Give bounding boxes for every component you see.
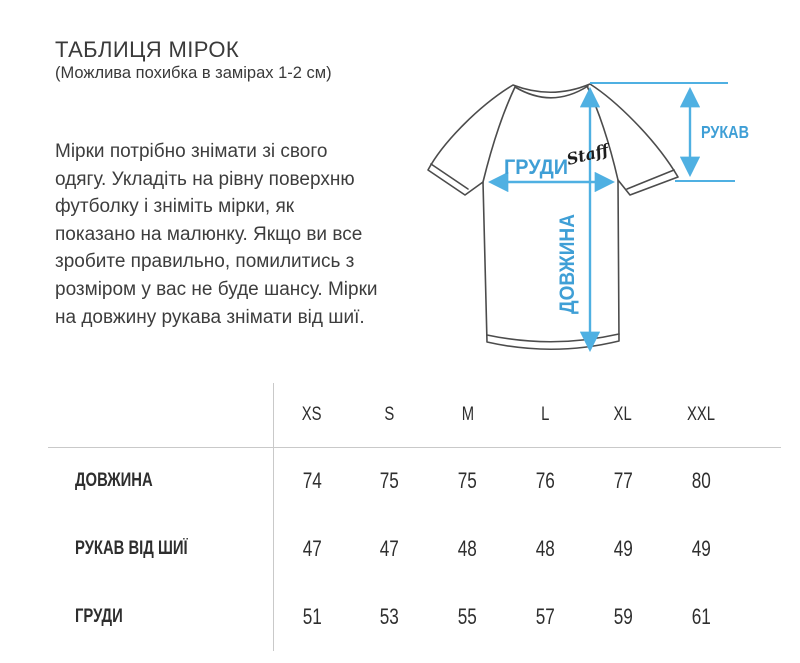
size-value-cell [429,515,507,583]
size-value-cell [351,447,429,515]
size-column-header [273,383,351,447]
instruction-line: зробите правильно, помилитись з [55,251,355,273]
chest-label: ГРУДИ [504,156,568,179]
size-value-cell [273,515,351,583]
size-value-cell [506,447,584,515]
size-column-header [584,383,662,447]
size-value-cell [662,583,740,651]
size-value: 48 [457,536,478,561]
tshirt-measurement-diagram [425,50,785,380]
size-value: 49 [613,536,633,561]
table-corner-cell [50,383,273,447]
size-header-label: L [541,404,550,425]
row-label-text: ГРУДИ [75,606,123,627]
size-value: 47 [380,536,400,561]
page-title: ТАБЛИЦЯ МІРОК [55,37,240,62]
size-value: 48 [535,536,555,561]
size-value-cell [429,583,507,651]
sleeve-label: РУКАВ [701,122,749,142]
instruction-line: на довжину рукава знімати від шиї. [55,306,365,328]
size-header-label: S [384,404,395,425]
row-label-length [50,447,273,515]
size-column-header [506,383,584,447]
size-value-cell [429,447,507,515]
size-value-cell [506,515,584,583]
size-value-cell [584,447,662,515]
tshirt-body-path [428,84,678,349]
row-label-text: ДОВЖИНА [75,470,153,491]
length-label: ДОВЖИНА [556,203,579,314]
size-table [50,383,740,651]
size-header-label: XL [614,404,633,425]
page-subtitle: (Можлива похибка в замірах 1-2 см) [55,64,332,82]
size-value-cell [351,515,429,583]
size-value: 53 [380,604,400,629]
size-column-header [662,383,740,447]
instruction-line: розміром у вас не буде шансу. Мірки [55,278,378,300]
size-value: 77 [613,468,633,493]
brand-logo-text: Staff [564,140,611,169]
tshirt-outline-illustration [428,84,678,349]
size-value-cell [273,583,351,651]
size-value-cell [584,583,662,651]
size-value-cell [662,447,740,515]
size-value: 61 [691,604,711,629]
instruction-line: Мірки потрібно знімати зі свого [55,141,328,162]
size-value-cell [506,583,584,651]
size-value: 47 [302,536,322,561]
size-value: 49 [691,536,711,561]
size-value: 51 [302,604,322,629]
size-value: 59 [613,604,633,629]
size-value: 75 [380,468,400,493]
size-value: 80 [691,468,711,493]
table-divider-horizontal [48,447,781,448]
size-header-label: XXL [686,404,715,425]
instruction-line: одягу. Укладіть на рівну поверхню [55,168,355,190]
size-column-header [429,383,507,447]
size-column-header [351,383,429,447]
size-header-label: XS [302,404,322,425]
size-value-cell [662,515,740,583]
row-label-sleeve [50,515,273,583]
size-value: 74 [302,468,322,493]
table-divider-vertical [273,383,274,651]
row-label-chest [50,583,273,651]
measurement-instructions [55,138,378,331]
size-value: 55 [457,604,478,629]
instruction-line: футболку і зніміть мірки, як [55,196,295,218]
size-value: 76 [535,468,555,493]
size-value-cell [351,583,429,651]
instruction-line: показано на малюнку. Якщо ви все [55,223,363,245]
row-label-text: РУКАВ ВІД ШИЇ [75,538,188,559]
size-header-label: M [461,404,474,425]
size-value: 57 [535,604,555,629]
size-value-cell [273,447,351,515]
size-value: 75 [457,468,478,493]
size-value-cell [584,515,662,583]
